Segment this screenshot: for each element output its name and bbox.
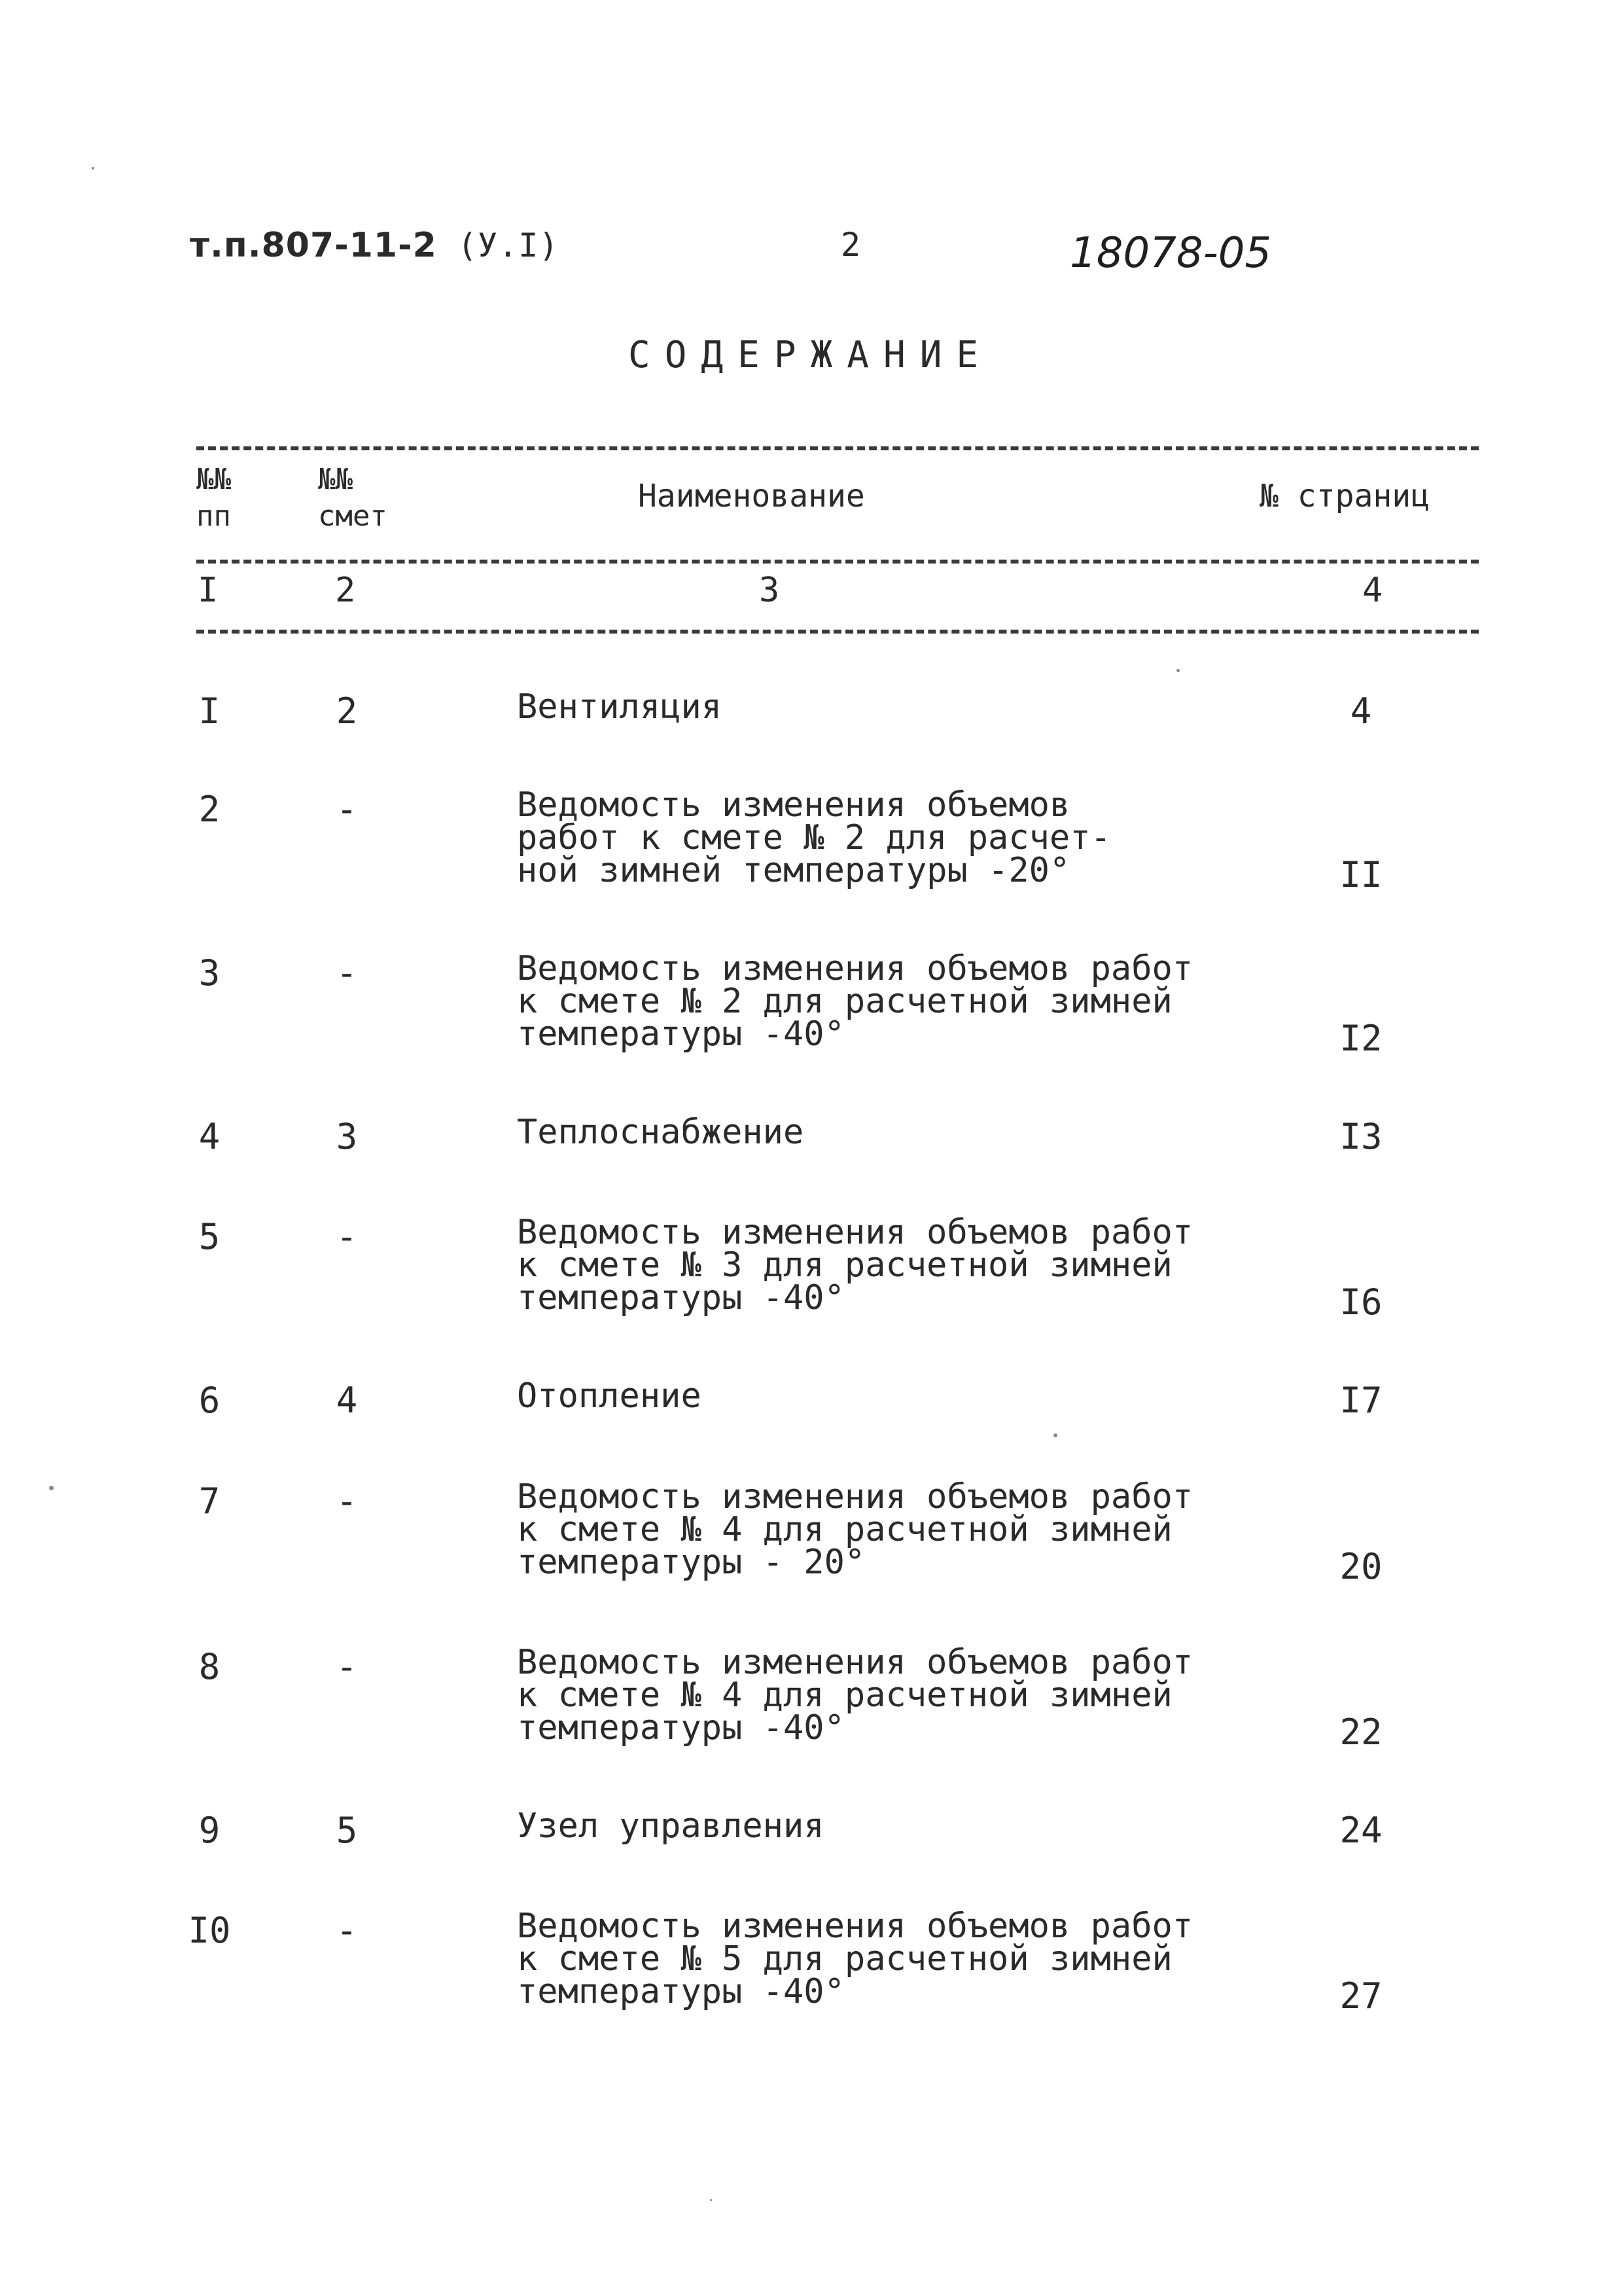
row-page: I6 bbox=[1339, 1282, 1383, 1323]
header-pp bbox=[196, 461, 231, 535]
rule-top bbox=[196, 446, 1479, 450]
scan-speck bbox=[92, 167, 94, 170]
row-smeta: 4 bbox=[336, 1380, 358, 1421]
project-code-volume: (У.I) bbox=[457, 226, 559, 264]
row-page: I3 bbox=[1339, 1116, 1383, 1157]
row-smeta: - bbox=[336, 789, 358, 830]
row-page: I7 bbox=[1339, 1380, 1383, 1421]
scan-speck bbox=[1176, 669, 1180, 672]
row-page: 4 bbox=[1350, 691, 1372, 732]
project-code bbox=[190, 226, 559, 265]
row-name: Ведомость изменения объемов работ к смете № 2 для расчет- ной зимней температуры -20° bbox=[517, 785, 1111, 890]
scan-speck bbox=[1053, 1433, 1057, 1437]
header-pages: № страниц bbox=[1260, 478, 1430, 514]
scan-speck bbox=[710, 2199, 712, 2201]
row-smeta: - bbox=[336, 952, 358, 994]
row-smeta: 3 bbox=[336, 1116, 358, 1157]
header-pp-line2: пп bbox=[196, 499, 231, 533]
row-pp: 9 bbox=[198, 1810, 221, 1851]
row-name: Ведомость изменения объемов работ к смете № 5 для расчетной зимней температуры -40° bbox=[517, 1907, 1193, 2011]
rule-header-bottom bbox=[196, 560, 1479, 564]
header-smet-line1: №№ bbox=[318, 463, 353, 496]
column-number-3: 3 bbox=[759, 571, 780, 610]
rule-column-numbers-bottom bbox=[196, 630, 1479, 634]
row-name: Ведомость изменения объемов работ к смете № 2 для расчетной зимней температуры -40° bbox=[517, 949, 1193, 1054]
header-smet-line2: смет bbox=[318, 499, 387, 533]
row-smeta: - bbox=[336, 1910, 358, 1951]
row-pp: 2 bbox=[198, 789, 221, 830]
column-number-2: 2 bbox=[335, 571, 356, 610]
row-pp: 6 bbox=[198, 1380, 221, 1421]
header-name: Наименование bbox=[638, 478, 865, 514]
row-page: 20 bbox=[1339, 1546, 1383, 1587]
document-number: 18078-05 bbox=[1070, 229, 1272, 278]
row-name: Ведомость изменения объемов работ к смете № 3 для расчетной зимней температуры -40° bbox=[517, 1213, 1193, 1318]
row-smeta: - bbox=[336, 1480, 358, 1522]
page-title: СОДЕРЖАНИЕ bbox=[628, 334, 993, 376]
header-pp-line1: №№ bbox=[196, 463, 231, 496]
row-name: Узел управления bbox=[517, 1806, 824, 1846]
row-page: I2 bbox=[1339, 1018, 1383, 1059]
row-pp: 7 bbox=[198, 1480, 221, 1522]
row-smeta: - bbox=[336, 1216, 358, 1257]
row-smeta: 2 bbox=[336, 691, 358, 732]
column-number-1: I bbox=[198, 571, 219, 610]
row-name: Ведомость изменения объемов работ к смете № 4 для расчетной зимней температуры -40° bbox=[517, 1643, 1193, 1748]
row-page: 27 bbox=[1339, 1975, 1383, 2017]
row-smeta: - bbox=[336, 1646, 358, 1687]
header-smet bbox=[318, 461, 387, 535]
row-name: Отопление bbox=[517, 1376, 701, 1416]
row-name: Теплоснабжение bbox=[517, 1113, 804, 1152]
scan-speck bbox=[49, 1486, 54, 1490]
row-pp: 5 bbox=[198, 1216, 221, 1257]
page-number: 2 bbox=[841, 226, 861, 264]
row-name: Вентиляция bbox=[517, 687, 722, 726]
row-page: 24 bbox=[1339, 1810, 1383, 1851]
row-pp: 3 bbox=[198, 952, 221, 994]
row-page: II bbox=[1339, 854, 1383, 895]
column-number-4: 4 bbox=[1362, 571, 1383, 610]
row-pp: I bbox=[198, 691, 221, 732]
row-pp: 4 bbox=[198, 1116, 221, 1157]
row-name: Ведомость изменения объемов работ к смете № 4 для расчетной зимней температуры - 20° bbox=[517, 1477, 1193, 1582]
row-smeta: 5 bbox=[336, 1810, 358, 1851]
project-code-handwritten: т.п.807-11-2 bbox=[190, 226, 437, 265]
row-page: 22 bbox=[1339, 1712, 1383, 1753]
row-pp: I0 bbox=[188, 1910, 231, 1951]
row-pp: 8 bbox=[198, 1646, 221, 1687]
